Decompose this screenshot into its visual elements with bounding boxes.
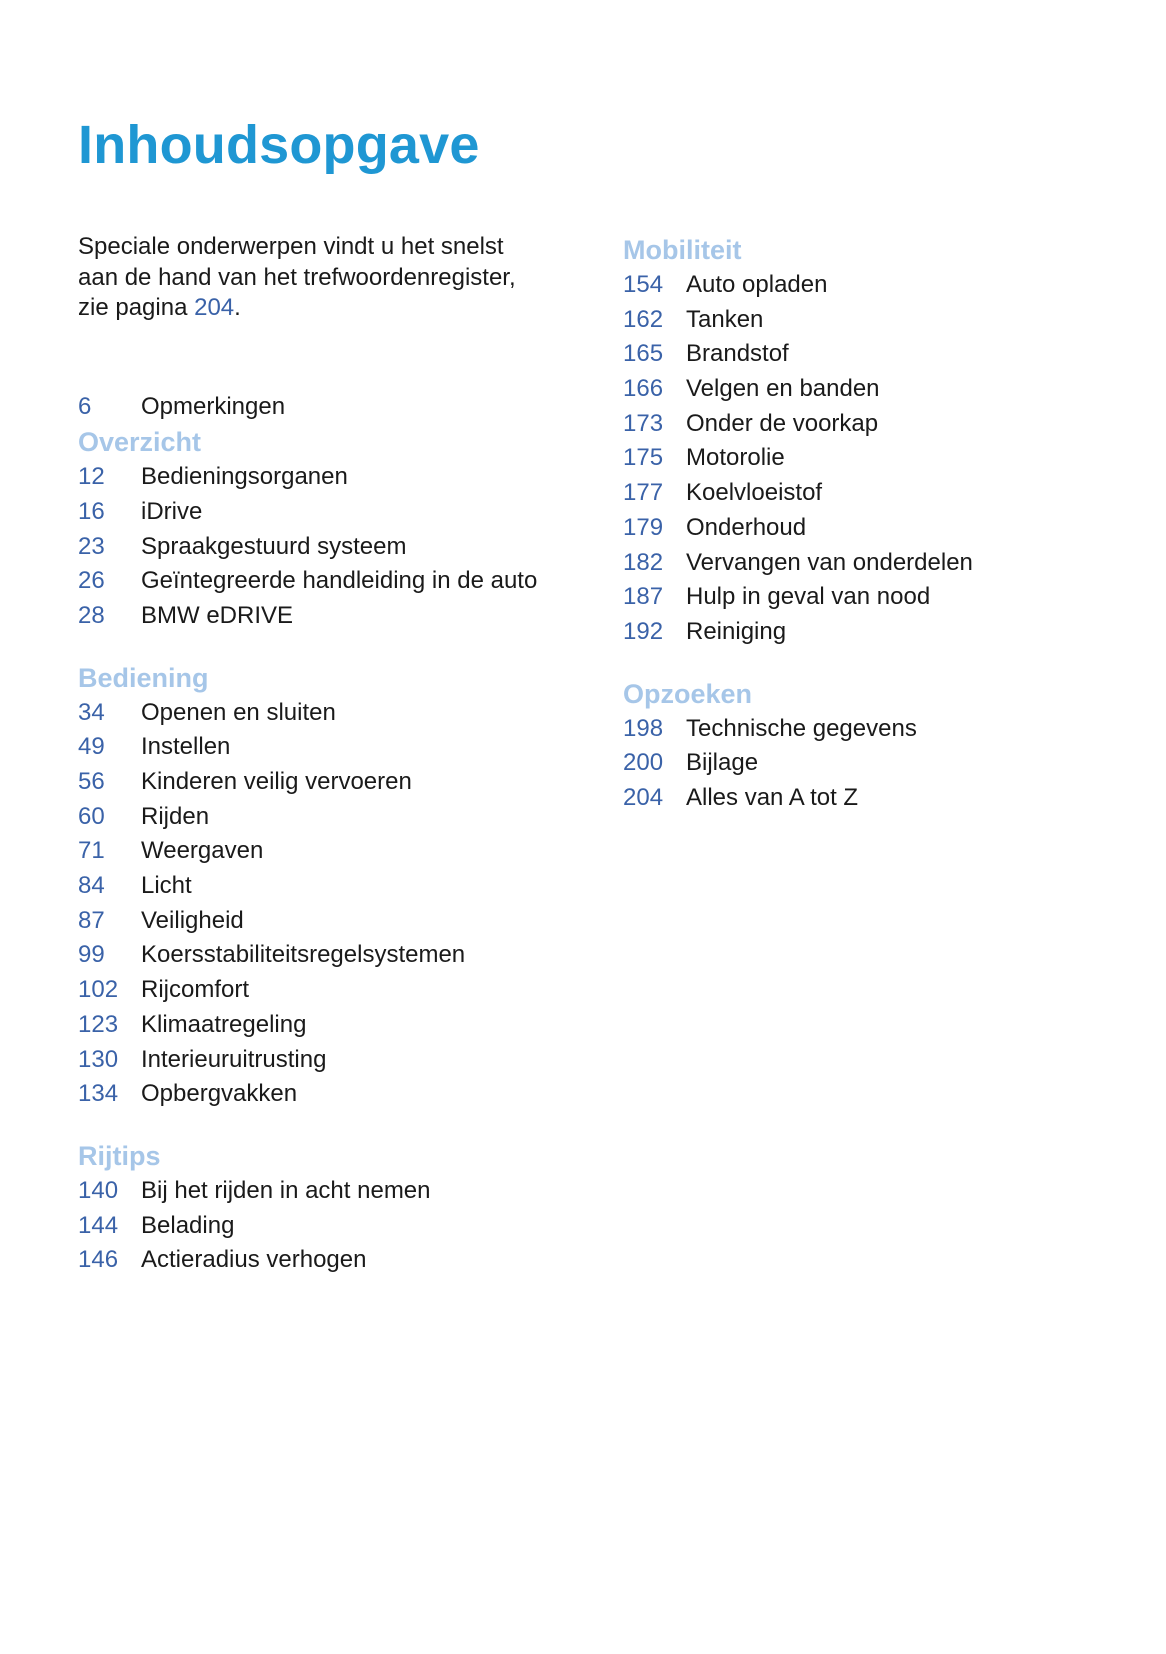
toc-entry[interactable] bbox=[78, 1209, 578, 1244]
toc-entry[interactable] bbox=[78, 765, 578, 800]
toc-entry-label: Bedieningsorganen bbox=[141, 463, 348, 491]
toc-entry[interactable] bbox=[78, 495, 578, 530]
toc-entry[interactable] bbox=[78, 904, 578, 939]
toc-entry-label: Bijlage bbox=[686, 749, 759, 777]
toc-list bbox=[78, 696, 578, 1112]
toc-page-number: 146 bbox=[78, 1246, 119, 1274]
toc-entry-label: BMW eDRIVE bbox=[141, 601, 294, 629]
section-rijtips bbox=[78, 1138, 578, 1278]
toc-entry-label: Interieuruitrusting bbox=[141, 1045, 327, 1073]
toc-entry-label: Spraakgestuurd systeem bbox=[141, 532, 407, 560]
toc-entry[interactable] bbox=[78, 460, 578, 495]
toc-page-number: 34 bbox=[78, 698, 105, 726]
left-column bbox=[78, 232, 578, 1304]
toc-entry[interactable] bbox=[78, 1243, 578, 1278]
toc-entry[interactable] bbox=[623, 441, 1103, 476]
toc-page-number: 16 bbox=[78, 497, 105, 525]
toc-standalone-list bbox=[78, 390, 578, 425]
toc-page-number: 26 bbox=[78, 567, 105, 595]
toc-entry-label: Rijcomfort bbox=[141, 976, 250, 1004]
toc-entry-label: Auto opladen bbox=[686, 271, 828, 298]
toc-entry[interactable] bbox=[623, 511, 1103, 546]
toc-entry[interactable] bbox=[78, 834, 578, 869]
toc-entry-label: Tanken bbox=[686, 305, 764, 333]
section-mobiliteit bbox=[623, 232, 1103, 650]
toc-page-number: 60 bbox=[78, 802, 105, 830]
toc-entry-label: Velgen en banden bbox=[686, 375, 880, 403]
toc-entry[interactable] bbox=[78, 1077, 578, 1112]
toc-entry[interactable] bbox=[623, 407, 1103, 442]
toc-page-number: 204 bbox=[623, 783, 664, 811]
toc-entry-label: Belading bbox=[141, 1211, 235, 1239]
toc-entry[interactable] bbox=[78, 973, 578, 1008]
toc-entry[interactable] bbox=[623, 615, 1103, 650]
toc-page-number: 84 bbox=[78, 872, 105, 900]
toc-entry[interactable] bbox=[78, 390, 578, 425]
toc-entry-label: Onder de voorkap bbox=[686, 409, 879, 437]
toc-entry-label: Kinderen veilig vervoeren bbox=[141, 768, 412, 795]
toc-entry-label: Actieradius verhogen bbox=[141, 1246, 367, 1274]
toc-entry-label: Weergaven bbox=[141, 837, 264, 865]
toc-entry-label: Instellen bbox=[141, 733, 231, 761]
toc-page-number: 49 bbox=[78, 733, 105, 761]
toc-list bbox=[78, 460, 578, 633]
toc-entry-label: Openen en sluiten bbox=[141, 698, 336, 726]
toc-page-number: 28 bbox=[78, 601, 105, 629]
toc-entry[interactable] bbox=[623, 546, 1103, 581]
toc-page-number: 102 bbox=[78, 976, 119, 1004]
toc-page-number: 123 bbox=[78, 1010, 119, 1038]
toc-page-number: 130 bbox=[78, 1045, 119, 1073]
toc-entry-label: Geïntegreerde handleiding in de auto bbox=[141, 567, 538, 595]
toc-page-number: 166 bbox=[623, 375, 664, 403]
toc-entry-label: Brandstof bbox=[686, 340, 789, 368]
toc-page-number: 182 bbox=[623, 548, 664, 576]
toc-page-number: 6 bbox=[78, 392, 92, 420]
toc-list bbox=[623, 268, 1103, 650]
toc-entry[interactable] bbox=[623, 476, 1103, 511]
toc-entry[interactable] bbox=[78, 1008, 578, 1043]
toc-page-number: 162 bbox=[623, 305, 664, 333]
toc-entry[interactable] bbox=[78, 530, 578, 565]
section-overzicht bbox=[78, 424, 578, 633]
toc-entry-label: Koelvloeistof bbox=[686, 479, 823, 507]
toc-page-number: 140 bbox=[78, 1176, 119, 1204]
toc-entry-label: Klimaatregeling bbox=[141, 1010, 307, 1038]
toc-entry[interactable] bbox=[78, 696, 578, 731]
toc-entry-label: Licht bbox=[141, 872, 192, 900]
toc-entry[interactable] bbox=[78, 564, 578, 599]
toc-page-number: 200 bbox=[623, 749, 664, 777]
toc-page-number: 134 bbox=[78, 1080, 119, 1108]
toc-entry-label: Vervangen van onderdelen bbox=[686, 548, 973, 576]
toc-entry-label: Hulp in geval van nood bbox=[686, 583, 931, 611]
section-bediening bbox=[78, 660, 578, 1112]
toc-entry-label: Technische gegevens bbox=[686, 714, 917, 742]
toc-page-number: 175 bbox=[623, 444, 664, 472]
intro-text-end: . bbox=[234, 294, 241, 321]
toc-entry[interactable] bbox=[623, 303, 1103, 338]
toc-entry[interactable] bbox=[623, 781, 1103, 816]
toc-entry[interactable] bbox=[78, 599, 578, 634]
toc-page-number: 56 bbox=[78, 768, 105, 795]
right-column bbox=[623, 232, 1103, 842]
toc-entry[interactable] bbox=[78, 1043, 578, 1078]
toc-page-number: 23 bbox=[78, 532, 105, 560]
toc-entry[interactable] bbox=[623, 337, 1103, 372]
section-title: Opzoeken bbox=[623, 678, 753, 709]
section-title: Rijtips bbox=[78, 1140, 161, 1171]
toc-entry[interactable] bbox=[623, 372, 1103, 407]
toc-page-number: 192 bbox=[623, 617, 664, 645]
section-title: Overzicht bbox=[78, 427, 202, 458]
toc-entry[interactable] bbox=[623, 580, 1103, 615]
toc-entry[interactable] bbox=[623, 712, 1103, 747]
toc-entry-label: Onderhoud bbox=[686, 513, 807, 541]
toc-entry[interactable] bbox=[78, 800, 578, 835]
toc-page-number: 179 bbox=[623, 513, 664, 541]
toc-entry-label: Rijden bbox=[141, 802, 210, 830]
toc-page-number: 71 bbox=[78, 837, 105, 865]
toc-entry-label: Bij het rijden in acht nemen bbox=[141, 1176, 431, 1204]
index-page-link[interactable]: 204 bbox=[194, 294, 235, 321]
toc-page-number: 165 bbox=[623, 340, 664, 368]
toc-entry-label: Koersstabiliteitsregelsystemen bbox=[141, 941, 466, 969]
toc-entry[interactable] bbox=[78, 730, 578, 765]
page-title: Inhoudsopgave bbox=[78, 115, 480, 175]
toc-entry-label: Reiniging bbox=[686, 617, 787, 645]
toc-entry-label: iDrive bbox=[141, 497, 203, 525]
toc-entry[interactable] bbox=[78, 869, 578, 904]
toc-entry[interactable] bbox=[78, 938, 578, 973]
toc-page-number: 144 bbox=[78, 1211, 119, 1239]
toc-entry-label: Motorolie bbox=[686, 444, 785, 472]
toc-entry-label: Opmerkingen bbox=[141, 392, 286, 420]
toc-page-number: 99 bbox=[78, 941, 105, 969]
toc-entry-label: Alles van A tot Z bbox=[686, 783, 859, 811]
toc-list bbox=[623, 712, 1103, 816]
section-title: Mobiliteit bbox=[623, 235, 742, 265]
section-opzoeken bbox=[623, 676, 1103, 816]
toc-entry[interactable] bbox=[78, 1174, 578, 1209]
toc-entry[interactable] bbox=[623, 268, 1103, 303]
toc-entry-label: Veiligheid bbox=[141, 906, 244, 934]
toc-list bbox=[78, 1174, 578, 1278]
toc-page-number: 12 bbox=[78, 463, 105, 491]
toc-entry-label: Opbergvakken bbox=[141, 1080, 298, 1108]
section-title: Bediening bbox=[78, 662, 209, 693]
toc-page-number: 187 bbox=[623, 583, 664, 611]
intro-paragraph bbox=[78, 232, 548, 324]
toc-page-number: 87 bbox=[78, 906, 105, 934]
toc-page-number: 173 bbox=[623, 409, 664, 437]
toc-page-number: 198 bbox=[623, 714, 664, 742]
toc-entry[interactable] bbox=[623, 746, 1103, 781]
toc-page-number: 177 bbox=[623, 479, 664, 507]
toc-page-number: 154 bbox=[623, 271, 664, 298]
intro-text: Speciale onderwerpen vindt u het snelst aan de hand van het trefwoordenregister, zie pagina bbox=[78, 233, 516, 321]
